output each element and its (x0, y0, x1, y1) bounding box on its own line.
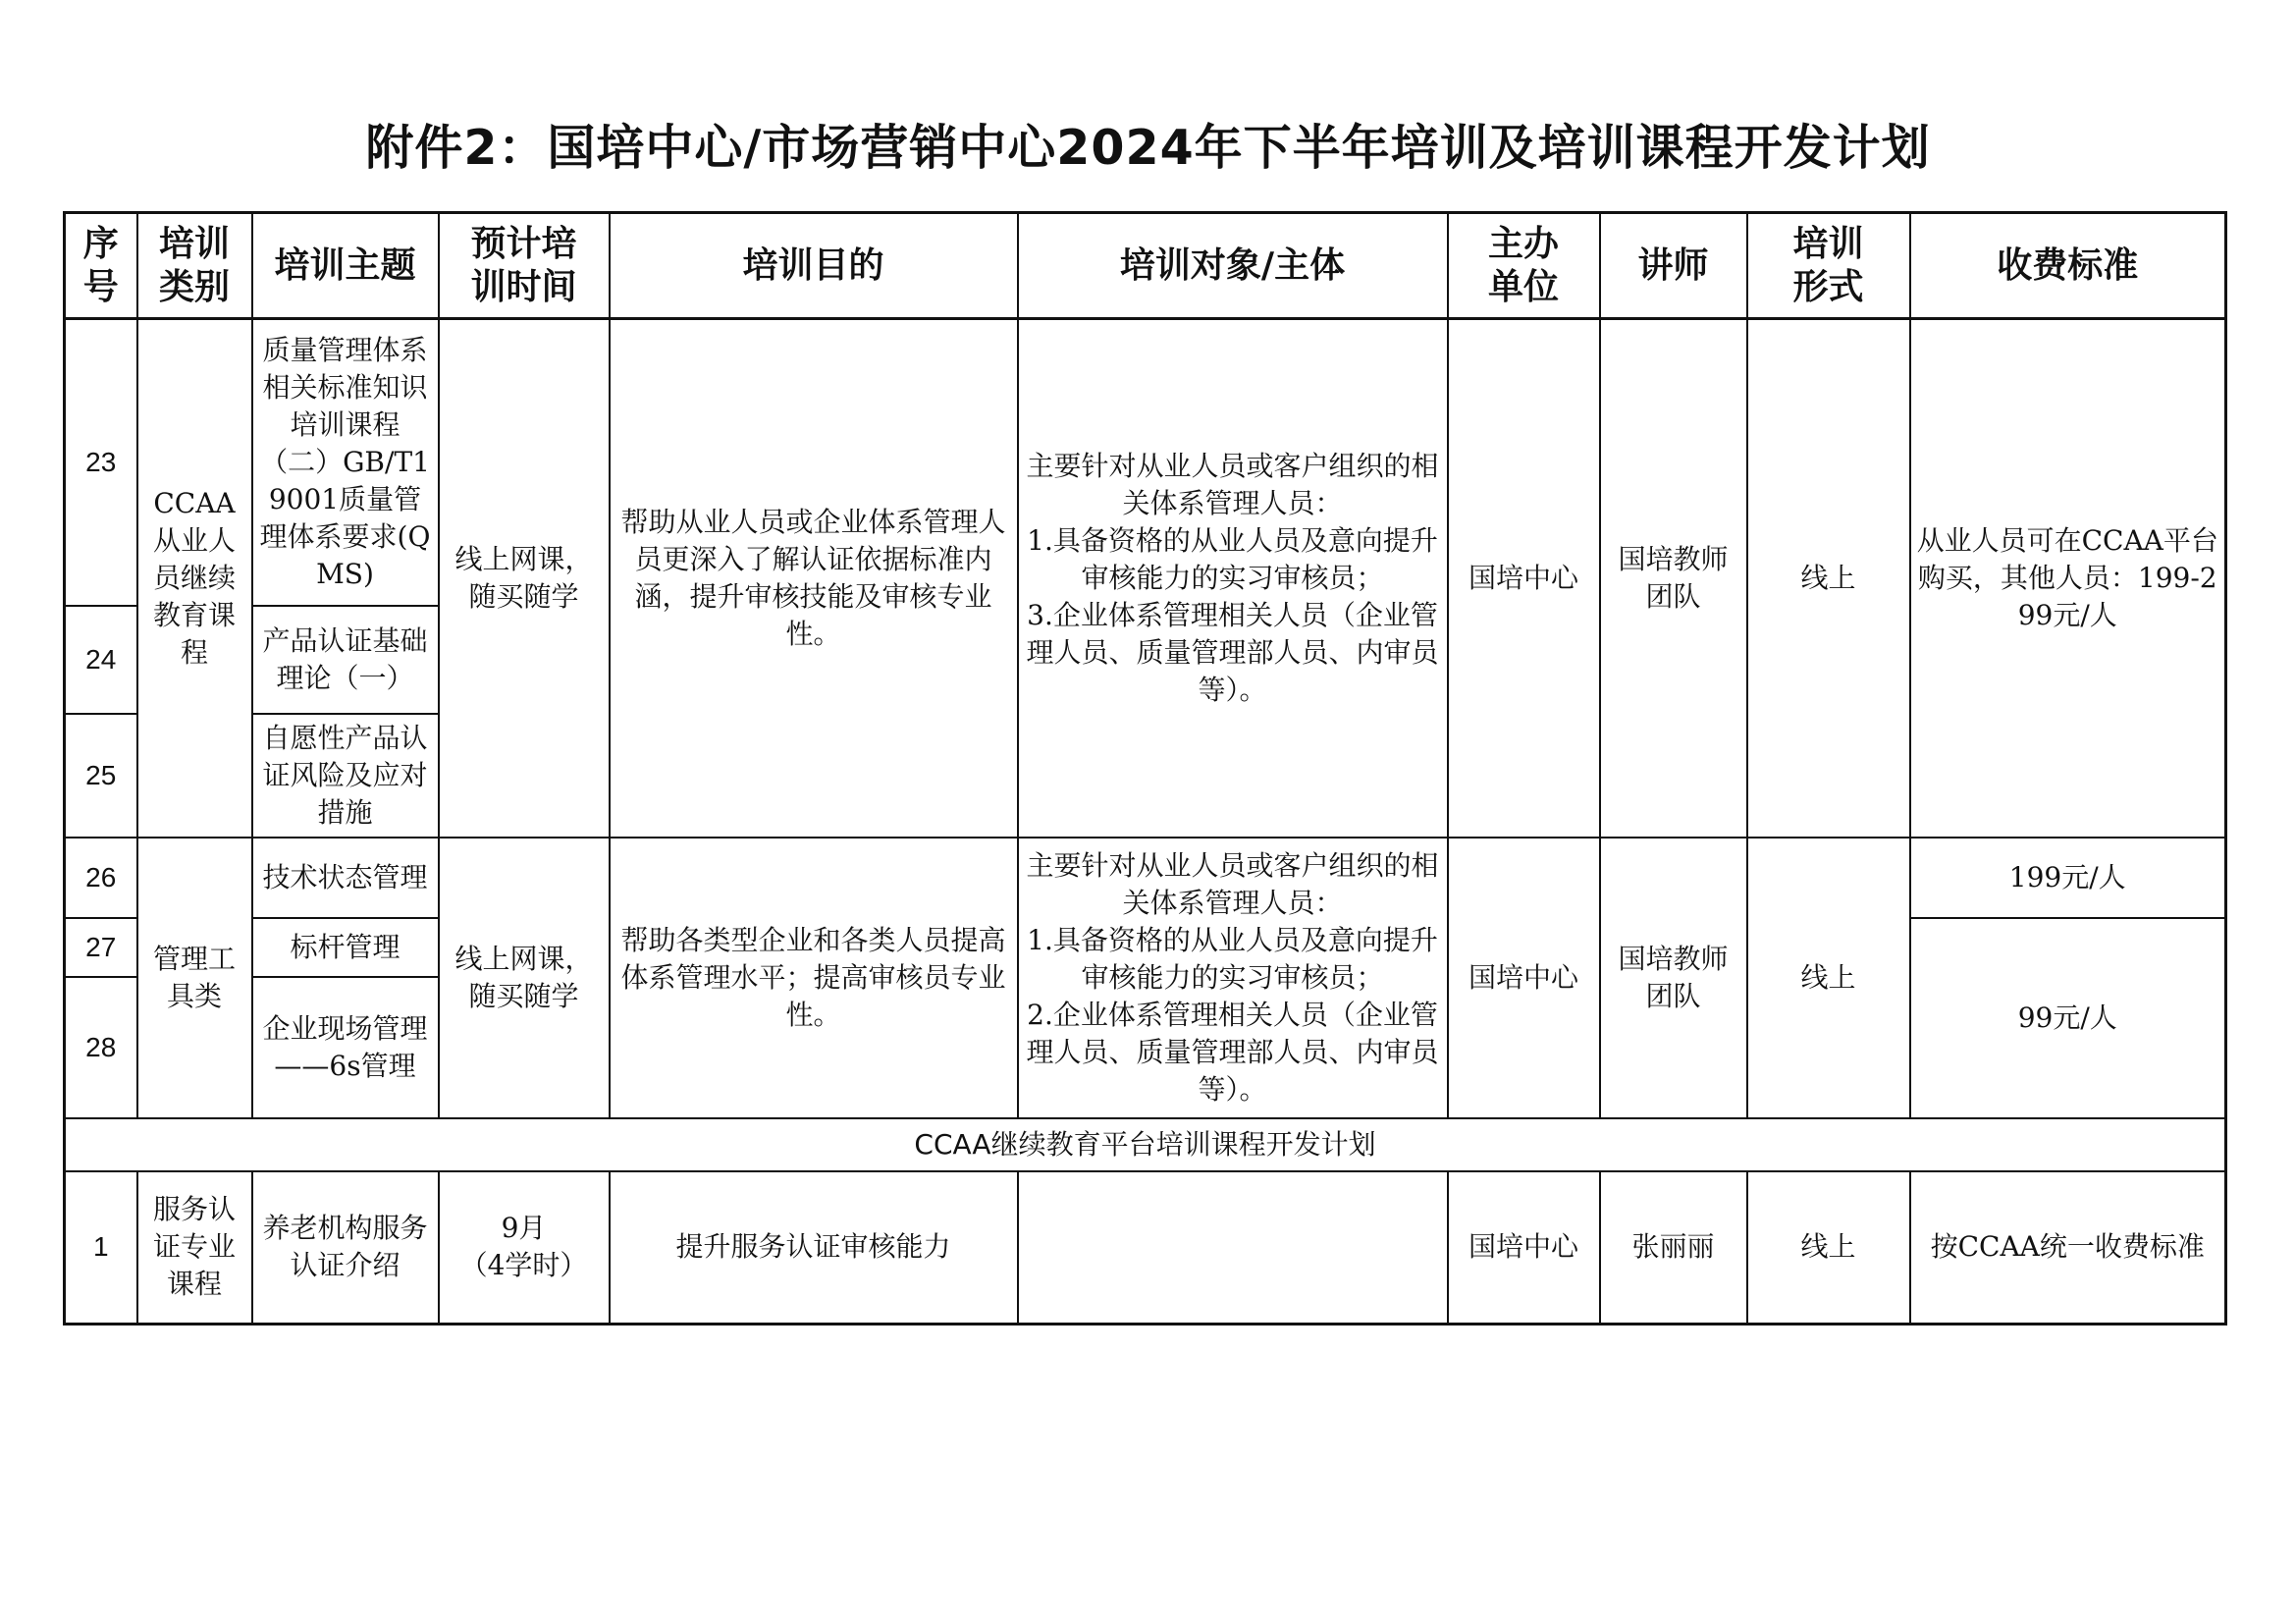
header-seq: 序 号 (65, 213, 137, 319)
section-row (65, 1118, 2226, 1171)
audience-cell (1018, 1171, 1448, 1325)
format-cell: 线上 (1747, 1171, 1910, 1325)
section-title: CCAA继续教育平台培训课程开发计划 (65, 1118, 2226, 1171)
topic-cell: 养老机构服务认证介绍 (252, 1171, 439, 1325)
seq-cell: 26 (65, 838, 137, 918)
time-cell: 线上网课，随买随学 (439, 838, 610, 1118)
lecturer-cell: 国培教师团队 (1600, 838, 1747, 1118)
fee-cell: 99元/人 (1910, 918, 2226, 1118)
purpose-cell: 帮助各类型企业和各类人员提高体系管理水平；提高审核员专业性。 (610, 838, 1018, 1118)
purpose-cell: 帮助从业人员或企业体系管理人员更深入了解认证依据标准内涵，提升审核技能及审核专业性。 (610, 319, 1018, 838)
fee-cell: 从业人员可在CCAA平台购买，其他人员：199-299元/人 (1910, 319, 2226, 838)
lecturer-cell: 国培教师团队 (1600, 319, 1747, 838)
seq-cell: 28 (65, 977, 137, 1118)
topic-cell: 产品认证基础理论（一） (252, 606, 439, 714)
header-format: 培训 形式 (1747, 213, 1910, 319)
table-row (65, 319, 2226, 606)
time-cell: 线上网课，随买随学 (439, 319, 610, 838)
seq-cell: 25 (65, 714, 137, 838)
format-cell: 线上 (1747, 838, 1910, 1118)
purpose-cell: 提升服务认证审核能力 (610, 1171, 1018, 1325)
training-plan-table (63, 211, 2227, 1325)
seq-cell: 27 (65, 918, 137, 977)
seq-cell: 1 (65, 1171, 137, 1325)
header-time: 预计培 训时间 (439, 213, 610, 319)
header-audience: 培训对象/主体 (1018, 213, 1448, 319)
header-lecturer: 讲师 (1600, 213, 1747, 319)
header-category: 培训 类别 (137, 213, 252, 319)
header-fee: 收费标准 (1910, 213, 2226, 319)
header-topic: 培训主题 (252, 213, 439, 319)
category-cell: 管理工具类 (137, 838, 252, 1118)
host-cell: 国培中心 (1448, 319, 1600, 838)
host-cell: 国培中心 (1448, 1171, 1600, 1325)
audience-cell: 主要针对从业人员或客户组织的相关体系管理人员： 1.具备资格的从业人员及意向提升审核能力的实习审核员； 2.企业体系管理相关人员（企业管理人员、质量管理部人员、内审员等）。 (1018, 838, 1448, 1118)
header-purpose: 培训目的 (610, 213, 1018, 319)
fee-cell: 199元/人 (1910, 838, 2226, 918)
fee-cell: 按CCAA统一收费标准 (1910, 1171, 2226, 1325)
seq-cell: 24 (65, 606, 137, 714)
document-title: 附件2：国培中心/市场营销中心2024年下半年培训及培训课程开发计划 (365, 120, 1931, 176)
category-cell: 服务认证专业课程 (137, 1171, 252, 1325)
lecturer-cell: 张丽丽 (1600, 1171, 1747, 1325)
seq-cell: 23 (65, 319, 137, 606)
host-cell: 国培中心 (1448, 838, 1600, 1118)
topic-cell: 技术状态管理 (252, 838, 439, 918)
topic-cell: 自愿性产品认证风险及应对措施 (252, 714, 439, 838)
format-cell: 线上 (1747, 319, 1910, 838)
category-cell: CCAA从业人员继续教育课程 (137, 319, 252, 838)
topic-cell: 标杆管理 (252, 918, 439, 977)
table-row (65, 1171, 2226, 1325)
time-cell: 9月 （4学时） (439, 1171, 610, 1325)
topic-cell: 质量管理体系相关标准知识培训课程（二）GB/T19001质量管理体系要求(QMS) (252, 319, 439, 606)
header-host: 主办 单位 (1448, 213, 1600, 319)
topic-cell: 企业现场管理——6s管理 (252, 977, 439, 1118)
table-row (65, 838, 2226, 918)
audience-cell: 主要针对从业人员或客户组织的相关体系管理人员： 1.具备资格的从业人员及意向提升审核能力的实习审核员； 3.企业体系管理相关人员（企业管理人员、质量管理部人员、内审员等）。 (1018, 319, 1448, 838)
header-row (65, 213, 2226, 319)
